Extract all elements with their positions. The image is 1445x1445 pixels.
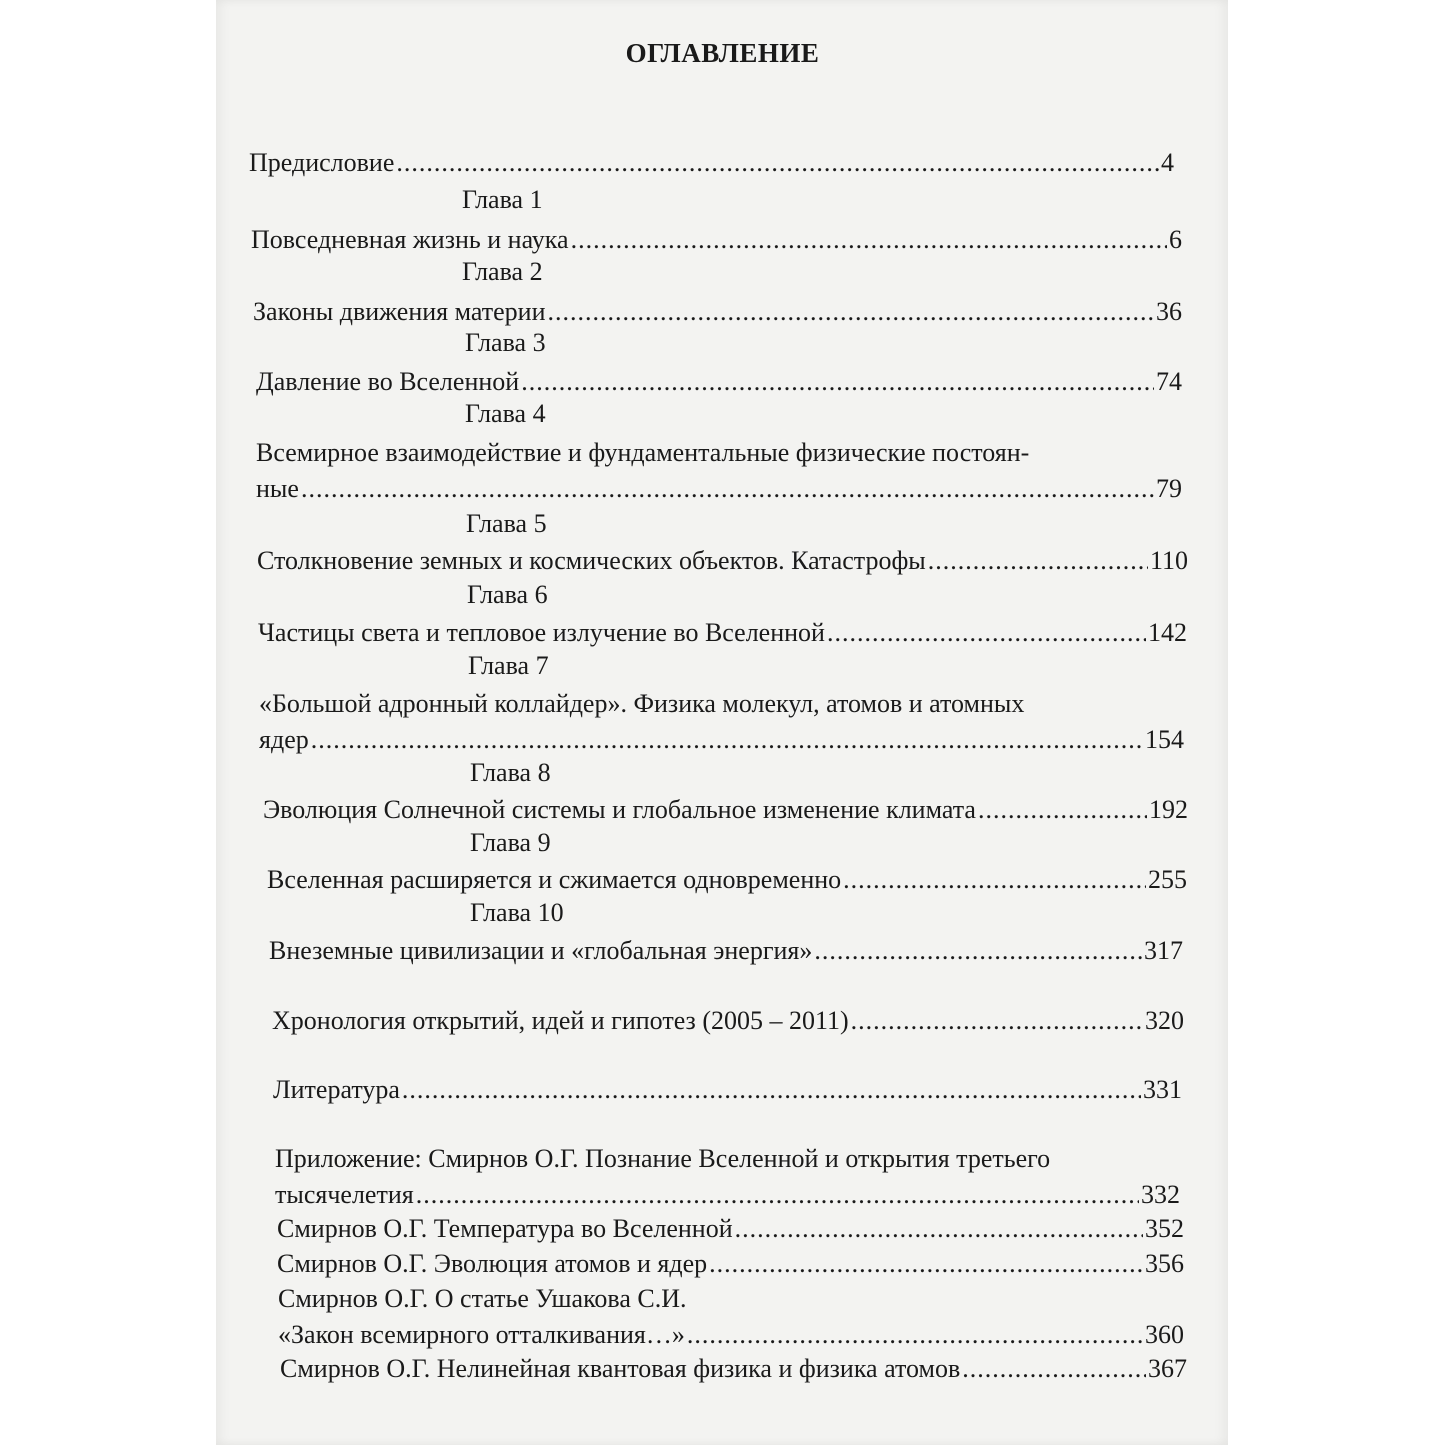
entry-text: ядер	[259, 725, 309, 754]
entry-text: ные	[256, 474, 299, 503]
page-number: 110	[1149, 546, 1188, 575]
leader-dots	[827, 618, 1146, 648]
toc-entry-ch7-line1: «Большой адронный коллайдер». Физика молекул, атомов и атомных	[259, 689, 1025, 718]
page-number: 79	[1156, 474, 1182, 503]
toc-entry-ch1	[251, 225, 1182, 255]
page-number: 320	[1145, 1006, 1184, 1035]
entry-text: Давление во Вселенной	[256, 367, 520, 396]
leader-dots	[521, 367, 1154, 397]
toc-entry-ch8	[263, 795, 1188, 825]
entry-text: Эволюция Солнечной системы и глобальное изменение климата	[263, 795, 976, 824]
leader-dots	[843, 865, 1146, 895]
toc-entry-ch6	[258, 618, 1187, 648]
toc-entry-app5	[280, 1354, 1187, 1384]
entry-text: Внеземные цивилизации и «глобальная энергия»	[269, 936, 813, 965]
entry-text: Частицы света и тепловое излучение во Вселенной	[258, 618, 825, 647]
toc-entry-app3	[277, 1249, 1184, 1279]
page-number: 142	[1148, 618, 1187, 647]
page-number: 360	[1145, 1320, 1184, 1349]
leader-dots	[962, 1354, 1146, 1384]
leader-dots	[687, 1320, 1143, 1350]
entry-text: Смирнов О.Г. Эволюция атомов и ядер	[277, 1249, 708, 1278]
leader-dots	[928, 546, 1148, 576]
toc-entry-chronology	[272, 1006, 1184, 1036]
toc-entry-appendix	[275, 1180, 1180, 1210]
toc-entry-literature	[273, 1075, 1182, 1105]
toc-entry-app4-line1: Смирнов О.Г. О статье Ушакова С.И.	[278, 1284, 687, 1313]
page-number: 331	[1143, 1075, 1182, 1104]
chapter-label-2: Глава 2	[462, 257, 543, 286]
entry-text: Предисловие	[249, 148, 395, 177]
entry-text: «Закон всемирного отталкивания…»	[278, 1320, 685, 1349]
leader-dots	[709, 1249, 1143, 1279]
toc-title: ОГЛАВЛЕНИЕ	[625, 38, 820, 68]
entry-text: Повседневная жизнь и наука	[251, 225, 569, 254]
entry-text: Вселенная расширяется и сжимается одновременно	[267, 865, 842, 894]
toc-entry-app2	[277, 1214, 1184, 1244]
entry-text: Смирнов О.Г. Температура во Вселенной	[277, 1214, 733, 1243]
leader-dots	[548, 297, 1155, 327]
toc-entry-ch5	[257, 546, 1188, 576]
toc-entry-preface	[249, 148, 1174, 178]
page-number: 6	[1169, 225, 1182, 254]
entry-text: Хронология открытий, идей и гипотез (2005 – 2011)	[272, 1006, 849, 1035]
chapter-label-3: Глава 3	[465, 328, 546, 357]
chapter-label-10: Глава 10	[470, 898, 564, 927]
page-number: 74	[1156, 367, 1182, 396]
chapter-label-8: Глава 8	[470, 758, 551, 787]
toc-entry-ch4-line1: Всемирное взаимодействие и фундаментальные физические постоян-	[256, 438, 1030, 467]
page-number: 36	[1156, 297, 1182, 326]
page-number: 192	[1149, 795, 1188, 824]
chapter-label-7: Глава 7	[468, 651, 549, 680]
chapter-label-1: Глава 1	[462, 185, 543, 214]
leader-dots	[311, 725, 1143, 755]
toc-entry-ch4	[256, 474, 1182, 504]
leader-dots	[416, 1180, 1139, 1210]
toc-entry-ch2	[253, 297, 1182, 327]
leader-dots	[851, 1006, 1143, 1036]
page-number: 4	[1161, 148, 1174, 177]
leader-dots	[301, 474, 1154, 504]
leader-dots	[735, 1214, 1143, 1244]
leader-dots	[814, 936, 1142, 966]
page-number: 367	[1148, 1354, 1187, 1383]
page-number: 332	[1141, 1180, 1180, 1209]
chapter-label-6: Глава 6	[467, 580, 548, 609]
toc-entry-ch3	[256, 367, 1182, 397]
entry-text: Литература	[273, 1075, 400, 1104]
toc-entry-ch9	[267, 865, 1187, 895]
chapter-label-5: Глава 5	[466, 509, 547, 538]
chapter-label-4: Глава 4	[465, 399, 546, 428]
leader-dots	[402, 1075, 1141, 1105]
page-number: 255	[1148, 865, 1187, 894]
entry-text: Столкновение земных и космических объектов. Катастрофы	[257, 546, 926, 575]
toc-entry-app4	[278, 1320, 1184, 1350]
page-number: 317	[1144, 936, 1183, 965]
chapter-label-9: Глава 9	[470, 828, 551, 857]
page-number: 356	[1145, 1249, 1184, 1278]
page-number: 154	[1145, 725, 1184, 754]
toc-entry-ch7	[259, 725, 1184, 755]
leader-dots	[571, 225, 1167, 255]
toc-entry-ch10	[269, 936, 1183, 966]
entry-text: Законы движения материи	[253, 297, 546, 326]
entry-text: Смирнов О.Г. Нелинейная квантовая физика и физика атомов	[280, 1354, 961, 1383]
leader-dots	[396, 148, 1159, 178]
entry-text: тысячелетия	[275, 1180, 414, 1209]
leader-dots	[978, 795, 1147, 825]
page-number: 352	[1145, 1214, 1184, 1243]
toc-entry-appendix-line1: Приложение: Смирнов О.Г. Познание Вселенной и открытия третьего	[275, 1144, 1051, 1173]
